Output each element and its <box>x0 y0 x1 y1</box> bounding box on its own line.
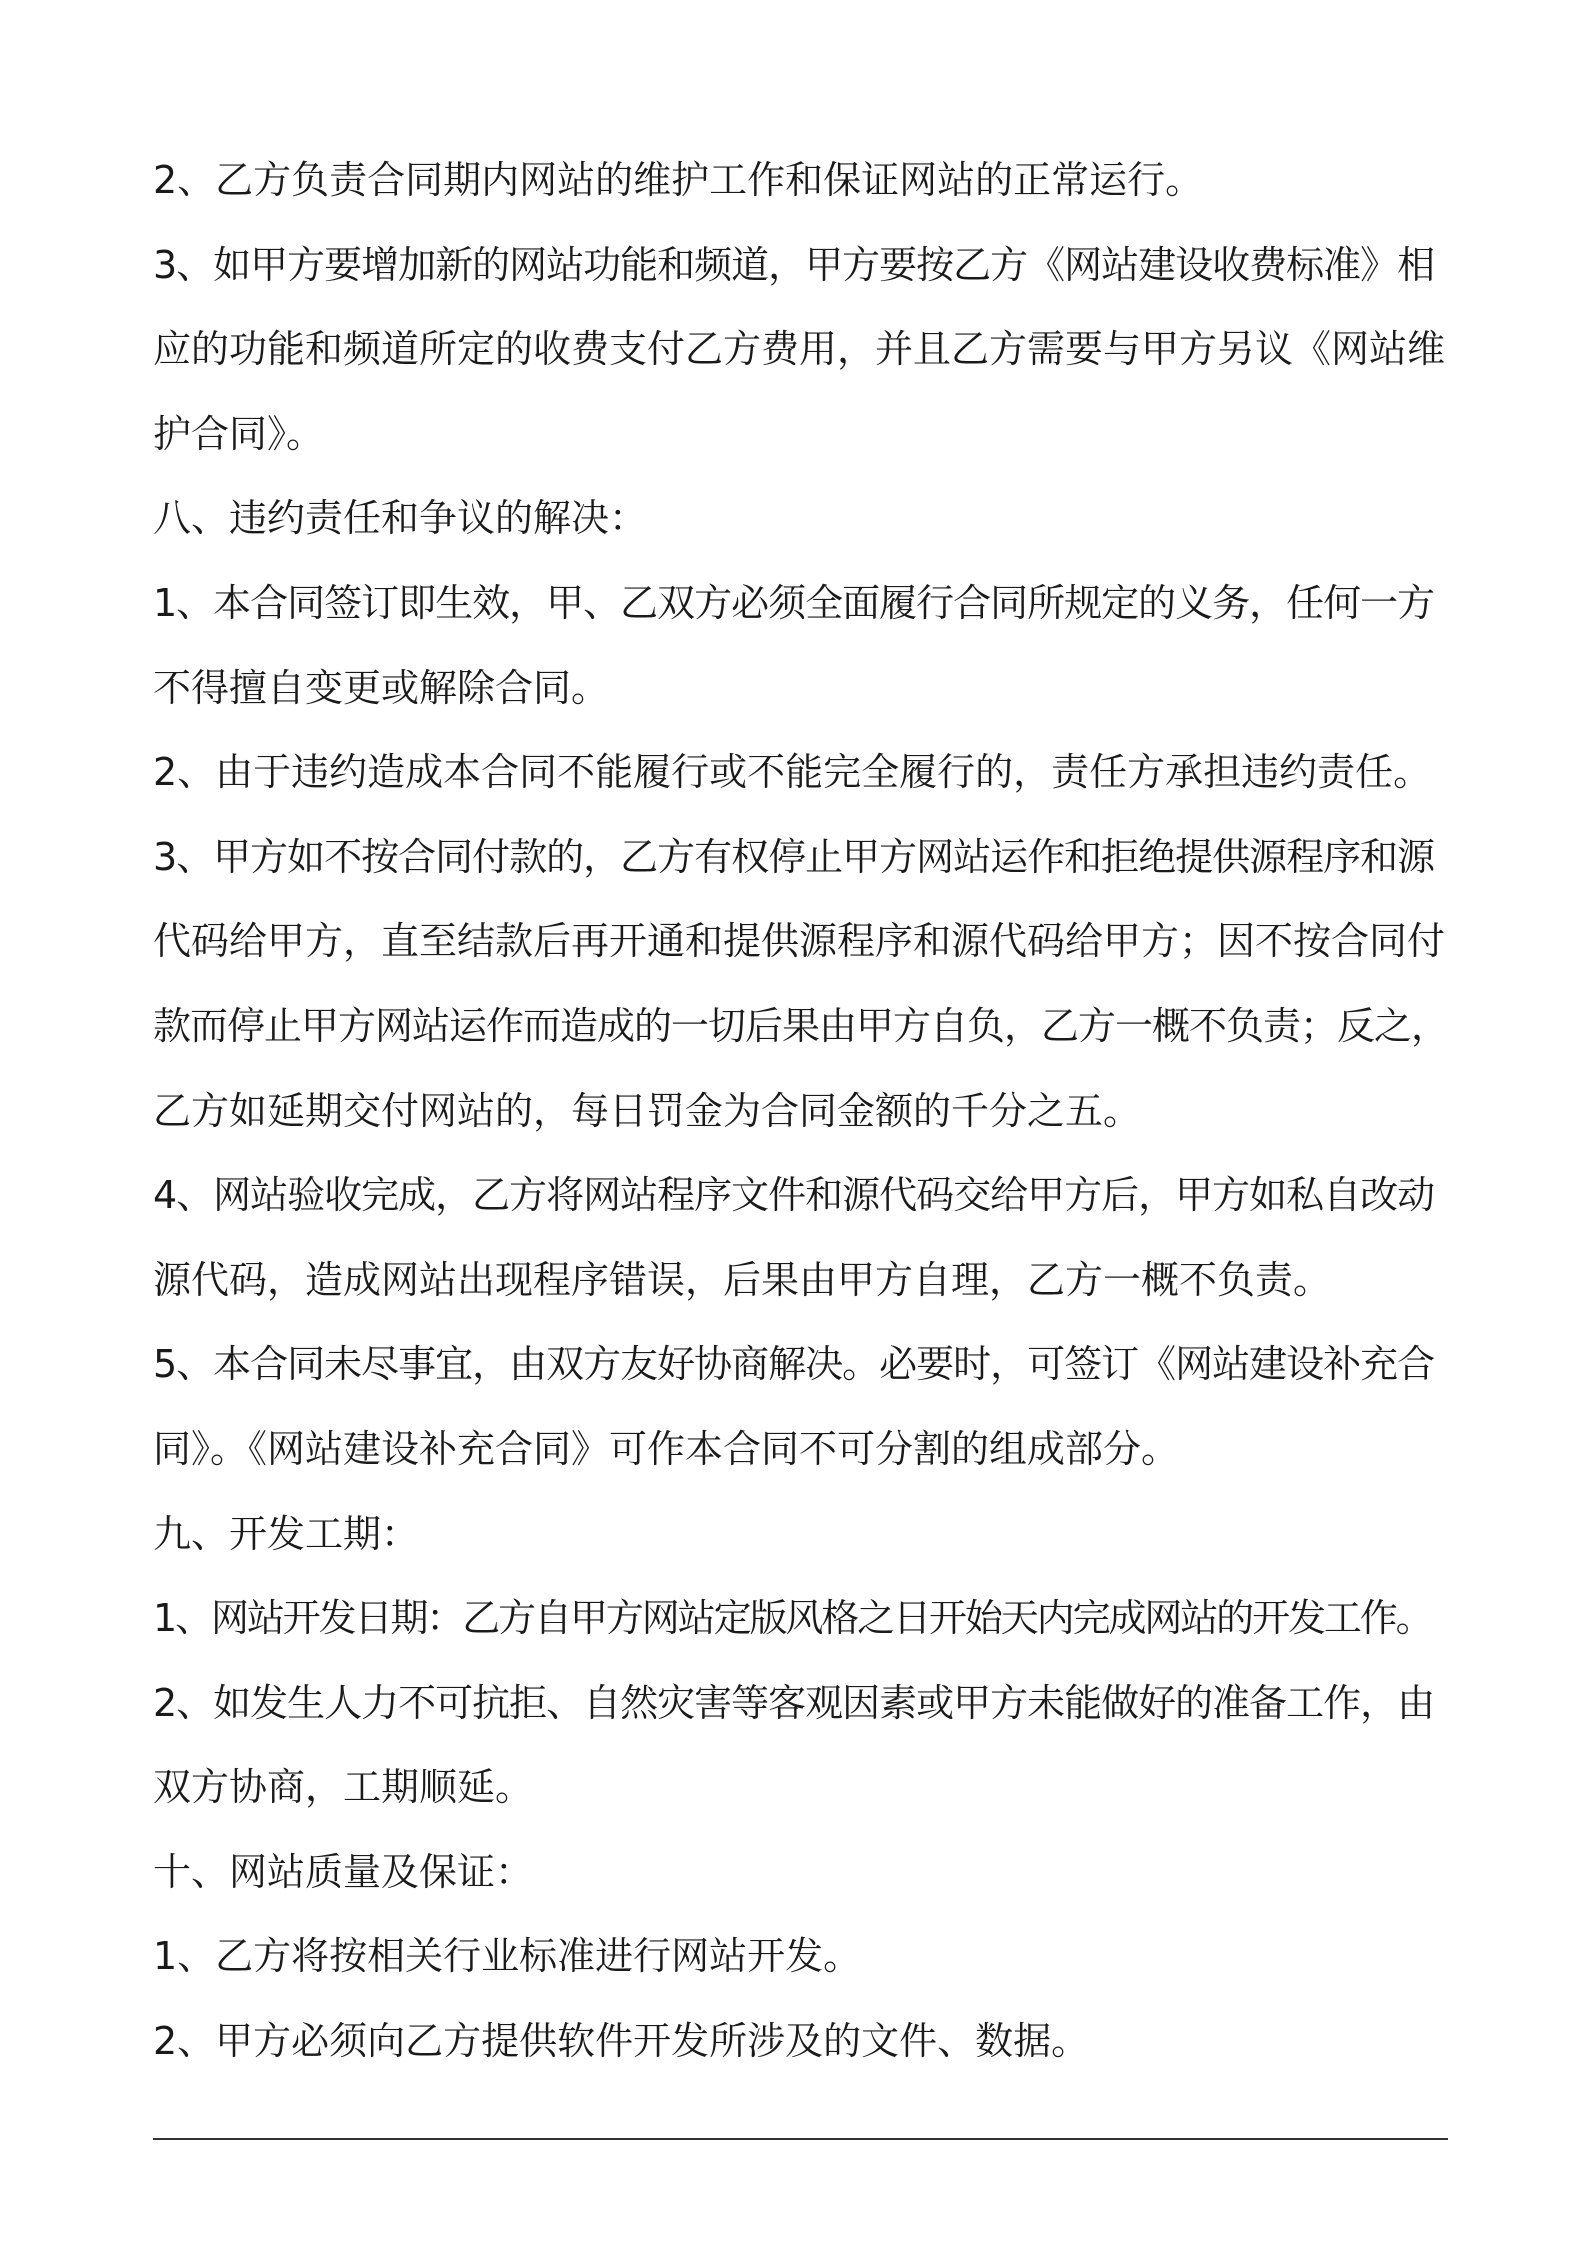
clause-8-1-line-2: 不得擅自变更或解除合同。 <box>153 665 610 710</box>
clause-9-2-line-1: 2、如发生人力不可抗拒、自然灾害等客观因素或甲方未能做好的准备工作，由 <box>153 1680 1435 1725</box>
section-9-heading: 九、开发工期： <box>153 1511 420 1556</box>
clause-10-1: 1、乙方将按相关行业标准进行网站开发。 <box>153 1934 862 1979</box>
clause-8-3-line-1: 3、甲方如不按合同付款的，乙方有权停止甲方网站运作和拒绝提供源程序和源 <box>153 834 1435 879</box>
clause-8-2: 2、由于违约造成本合同不能履行或不能完全履行的，责任方承担违约责任。 <box>153 750 1432 795</box>
clause-9-2-line-2: 双方协商，工期顺延。 <box>153 1765 534 1810</box>
clause-7-3-line-3: 护合同》。 <box>153 411 325 456</box>
clause-7-2: 2、乙方负责合同期内网站的维护工作和保证网站的正常运行。 <box>153 158 1204 202</box>
document-body <box>153 138 1448 2084</box>
clause-7-3-line-2: 应的功能和频道所定的收费支付乙方费用，并且乙方需要与甲方另议《网站维 <box>153 327 1446 372</box>
clause-8-1-line-1: 1、本合同签订即生效，甲、乙双方必须全面履行合同所规定的义务，任何一方 <box>153 580 1435 625</box>
section-8-heading: 八、违约责任和争议的解决： <box>153 496 648 541</box>
clause-8-3-line-4: 乙方如延期交付网站的，每日罚金为合同金额的千分之五。 <box>153 1088 1142 1133</box>
clause-7-3-line-1: 3、如甲方要增加新的网站功能和频道，甲方要按乙方《网站建设收费标准》相 <box>153 242 1435 287</box>
clause-8-4-line-2: 源代码，造成网站出现程序错误，后果由甲方自理，乙方一概不负责。 <box>153 1257 1332 1302</box>
clause-8-5-line-2: 同》。《网站建设补充合同》可作本合同不可分割的组成部分。 <box>153 1426 1180 1471</box>
clause-8-3-line-2: 代码给甲方，直至结款后再开通和提供源程序和源代码给甲方；因不按合同付 <box>153 919 1446 964</box>
clause-10-2: 2、甲方必须向乙方提供软件开发所涉及的文件、数据。 <box>153 2019 1090 2064</box>
footer-divider <box>153 2138 1448 2140</box>
clause-8-4-line-1: 4、网站验收完成，乙方将网站程序文件和源代码交给甲方后，甲方如私自改动 <box>153 1173 1435 1218</box>
section-10-heading: 十、网站质量及保证： <box>153 1849 534 1894</box>
clause-8-5-line-1: 5、本合同未尽事宜，由双方友好协商解决。必要时，可签订《网站建设补充合 <box>153 1342 1435 1387</box>
clause-9-1: 1、网站开发日期：乙方自甲方网站定版风格之日开始天内完成网站的开发工作。 <box>153 1596 1432 1641</box>
clause-8-3-line-3: 款而停止甲方网站运作而造成的一切后果由甲方自负，乙方一概不负责；反之， <box>153 1003 1449 1048</box>
